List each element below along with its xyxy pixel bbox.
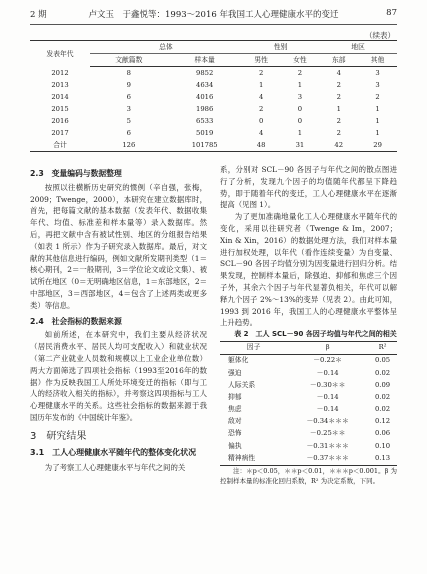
table-row xyxy=(220,380,397,392)
t2-header-factor: 因子 xyxy=(220,341,287,354)
table-cell: －0.22＊ xyxy=(313,356,342,365)
table-cell: 3 xyxy=(126,105,131,113)
group-region-header: 地区 xyxy=(319,41,397,54)
table-cell: 4 xyxy=(258,93,264,101)
table-cell: 焦虑 xyxy=(228,405,242,414)
table-cell: 1 xyxy=(258,81,264,89)
table-cell: 4016 xyxy=(196,93,214,101)
header-rule xyxy=(30,24,397,25)
table-cell: 1 xyxy=(375,129,380,137)
table-cell: 敌对 xyxy=(228,417,242,426)
table-cell: 偏执 xyxy=(228,441,242,450)
table-row xyxy=(30,103,397,115)
table-cell: 3 xyxy=(375,81,380,89)
right-column xyxy=(220,164,397,486)
running-title: 卢文玉 于鑫悦等：1993～2016 年我国工人心理健康水平的变迁 xyxy=(88,10,339,20)
issue-number: 2 期 xyxy=(30,10,47,20)
table-row xyxy=(30,139,397,152)
table-cell: －0.34＊＊＊ xyxy=(306,417,349,426)
table-row xyxy=(30,67,397,80)
table-cell: 31 xyxy=(281,139,320,152)
table-cell: 4 xyxy=(336,69,341,77)
table-cell: 2 xyxy=(258,69,264,77)
table-cell: 1 xyxy=(336,105,341,113)
section-2-4-paragraph: 如前所述，在本研究中，我们主要从经济状况（居民消费水平、居民人均可支配收入）和就业状况（第二产业就业人员数和规模以上工业企业单位数）两大方面筛选了四项社会指标（1993至2016年的数据）作为反映我国工人所处环境变迁的指标（即与工人的经济收入相关的指标），并考察这四项指标与工人心理健康水平的关系。这些社会指标的数据来源于我国历年发布的《中国统计年鉴》。 xyxy=(30,330,207,422)
table-row xyxy=(220,392,397,404)
table-cell: 2 xyxy=(336,117,341,125)
table-cell: －0.14 xyxy=(316,368,339,377)
left-column xyxy=(30,164,207,473)
table-cell: 2 xyxy=(258,105,264,113)
table-cell: 1 xyxy=(375,105,380,113)
table-cell: 0.02 xyxy=(374,405,391,414)
table-cell: －0.30＊＊ xyxy=(309,380,346,389)
table-cell: 29 xyxy=(358,139,397,152)
table-cell: 0.09 xyxy=(374,380,391,389)
table-cell: 恐怖 xyxy=(228,429,242,438)
t1-subheader: 其他 xyxy=(358,54,397,67)
table-cell: 5 xyxy=(126,117,131,125)
table-row xyxy=(30,115,397,127)
section-2-4-title: 2.4 社会指标的数据来源 xyxy=(30,316,122,326)
table-row xyxy=(30,79,397,91)
section-3-title: 3 研究结果 xyxy=(30,430,87,442)
table-cell: －0.25＊＊ xyxy=(309,429,346,438)
section-3-1-paragraph: 为了考察工人心理健康水平与年代之间的关 xyxy=(44,462,186,472)
table-cell: 48 xyxy=(242,139,281,152)
col-year-header: 发表年代 xyxy=(30,41,90,67)
table-cell: 6 xyxy=(126,129,131,137)
t1-subheader: 女性 xyxy=(281,54,320,67)
table-cell: 0 xyxy=(258,117,264,125)
t1-subheader: 东部 xyxy=(319,54,358,67)
t2-header-beta: β xyxy=(287,341,368,354)
table-cell: 1 xyxy=(297,129,303,137)
table-cell: 0.10 xyxy=(374,441,391,450)
table-cell: 9 xyxy=(126,81,131,89)
table-cell: 躯体化 xyxy=(228,356,249,365)
table-row xyxy=(220,440,397,452)
table-cell: 1 xyxy=(297,81,303,89)
table-cell: 6533 xyxy=(196,117,214,125)
table-2-note: 注：＊p＜0.05，＊＊p＜0.01，＊＊＊p＜0.001。β 为控制样本量的标准化回归系数，R² 为决定系数，下同。 xyxy=(220,466,397,485)
table-cell: 3 xyxy=(375,69,380,77)
t1-subheader: 男性 xyxy=(242,54,281,67)
results-paragraph-2: 为了更加准确地量化工人心理健康水平随年代的变化，采用以往研究者（Twenge & Im，2007；Xin & Xin，2016）的数据处理方法，我们对样本量进行加权处理，以年代（看作连续变量）为自变量、SCL－90 各因子均值分别为因变量进行回归分析。结果发现，控制样本量后，除强迫、抑郁和焦虑三个因子外，其余六个因子与年代显著负相关，年代可以解释九个因子 2%～13%的变异（见表 2）。由此可知，1993 到 2016 年，我国工人的心理健康水平整体呈上升趋势。 xyxy=(220,212,397,328)
table-cell: 2013 xyxy=(51,81,69,89)
table-cell: 4 xyxy=(258,129,264,137)
table-cell: 抑郁 xyxy=(228,392,242,401)
table-cell: 6 xyxy=(126,93,131,101)
t1-subheader: 样本量 xyxy=(168,54,242,67)
table-cell: 强迫 xyxy=(228,368,242,377)
table-cell: 1986 xyxy=(196,105,214,113)
group-total-header: 总体 xyxy=(90,41,242,54)
table-cell: 精神病性 xyxy=(220,453,287,466)
table-cell: －0.31＊＊＊ xyxy=(306,441,349,450)
table-continued-label: （续表） xyxy=(365,31,395,40)
table-cell: 2012 xyxy=(51,68,69,77)
table-row xyxy=(220,404,397,416)
table-cell: 0.13 xyxy=(368,453,397,466)
table-cell: 0.06 xyxy=(374,429,391,438)
table-cell: 合计 xyxy=(30,139,90,152)
table-row xyxy=(30,91,397,103)
table-cell: 2014 xyxy=(51,93,69,101)
table-cell: 2 xyxy=(336,81,341,89)
table-row xyxy=(220,355,397,368)
table-cell: 1 xyxy=(375,117,380,125)
table-cell: 2017 xyxy=(51,129,69,137)
table-cell: 3 xyxy=(297,93,303,101)
table-cell: 0.12 xyxy=(374,417,391,426)
table-cell: 0.05 xyxy=(374,356,391,365)
section-2-3-title: 2.3 变量编码与数据整理 xyxy=(30,169,122,178)
table-cell: 0.02 xyxy=(374,392,391,401)
table-cell: 4634 xyxy=(196,81,214,89)
table-cell: 2 xyxy=(336,129,341,137)
table-cell: 人际关系 xyxy=(228,380,256,389)
table-cell: 2 xyxy=(375,93,380,101)
table-cell: 126 xyxy=(90,139,168,152)
table-cell: 8 xyxy=(126,69,131,77)
running-header xyxy=(30,8,397,22)
table-cell: 42 xyxy=(319,139,358,152)
table-cell: －0.37＊＊＊ xyxy=(287,453,368,466)
table-cell: 0 xyxy=(297,117,303,125)
table-cell: 0.02 xyxy=(374,368,391,377)
table-2 xyxy=(220,341,397,466)
table-cell: 2016 xyxy=(51,117,69,125)
table-2-caption: 表 2 工人 SCL－90 各因子均值与年代之间的相关 xyxy=(234,330,397,339)
table-row xyxy=(220,428,397,440)
table-cell: 0 xyxy=(297,105,303,113)
table-cell: 101785 xyxy=(168,139,242,152)
t1-subheader: 文献篇数 xyxy=(90,54,168,67)
table-cell: 2 xyxy=(297,69,303,77)
table-row xyxy=(30,127,397,139)
section-3-1-title: 3.1 工人心理健康水平随年代的整体变化状况 xyxy=(30,447,197,457)
table-row xyxy=(220,416,397,428)
table-cell: 9852 xyxy=(196,69,214,77)
group-gender-header: 性别 xyxy=(242,41,320,54)
table-1 xyxy=(30,40,397,152)
table-cell: 2015 xyxy=(51,105,69,113)
section-2-3-paragraph: 按照以往横断历史研究的惯例（辛自强，张梅，2009；Twenge，2000），本研究在建立数据库时，首先，把每篇文献的基本数据（发表年代、数据收集年代、均值、标准差和样本量等）录入数据库。然后，再把文献中含有被试性别、地区的分组报告结果（如表 1 所示）作为子研究录入数据库。最后，对文献的其他信息进行编码，例如文献所发期刊类型（1＝核心期刊，2＝一般期刊，3＝学位论文或论文集）、被试所在地区（0＝无明确地区信息，1＝东部地区，2＝中部地区，3＝西部地区，4＝包含了上述两类或更多类）等信息。 xyxy=(30,182,207,310)
t2-header-r2: R² xyxy=(368,341,397,354)
table-cell: －0.14 xyxy=(316,405,339,414)
table-row xyxy=(220,453,397,466)
table-row xyxy=(220,367,397,379)
table-cell: 5019 xyxy=(196,129,214,137)
table-cell: －0.14 xyxy=(316,392,339,401)
table-cell: 2 xyxy=(336,93,341,101)
results-paragraph-1: 系，分别对 SCL－90 各因子与年代之间的散点图进行了分析，发现九个因子的均值随年代都呈下降趋势，即于随着年代的变迁，工人心理健康水平在逐渐提高（见图 1）。 xyxy=(220,165,397,210)
page-number: 87 xyxy=(386,8,397,18)
